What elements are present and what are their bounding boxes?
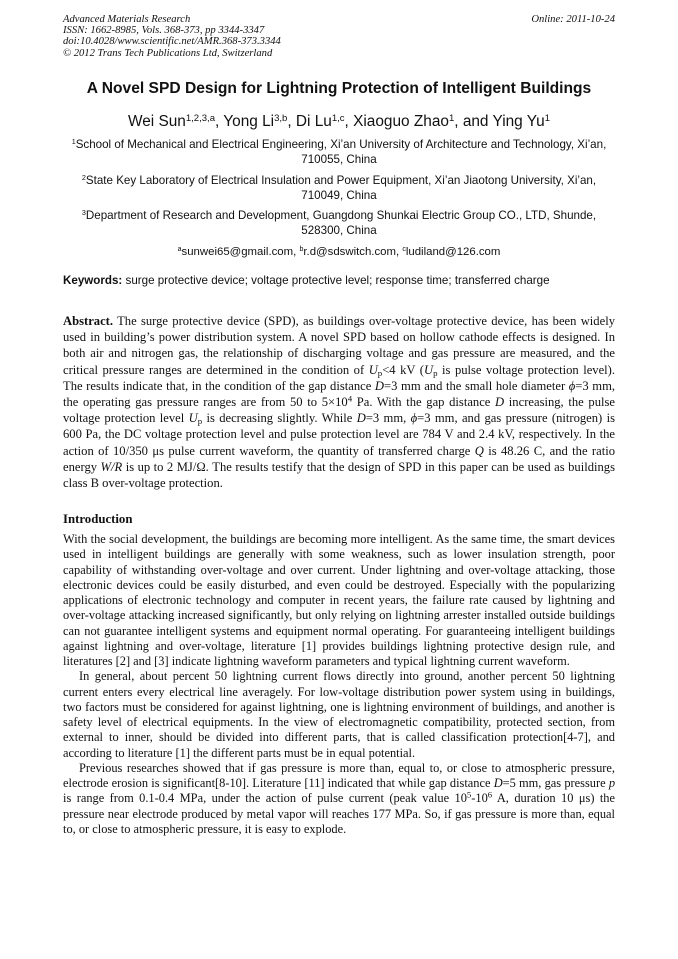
- paragraph: Previous researches showed that if gas pressure is more than, equal to, or close to atmospheric pressure, electrode erosion is significant[8-10]. Literature [11] indicated that while gap distance D=5 mm, gas pressure p is range from 0.1-0.4 MPa, under the action of pulse current (peak value $10^5-10^6$ A, duration 10 μs) the pressure near electrode produced by metal vapor will reaches 177 MPa. So, if gas pressure is more than, equal to, or close to atmospheric pressure, it is easy to explode.: [63, 760, 616, 836]
- introduction-body: [63, 532, 615, 837]
- journal-name: Advanced Materials Research: [63, 14, 191, 25]
- paragraph: With the social development, the buildings are becoming more intelligent. As the same time, the smart devices used in intelligent buildings are generally with some weakness, such as lower insulation strength, poor capability of withstanding over-voltage and over current. Under lightning and over-voltage attacking, those electronic devices could be easily disturbed, and even could be destroyed. Especially with the popularizing applications of electronic technology and computer in recent years, the failure rate caused by lightning and over-voltage attacking increased significantly, but only relying on lightning arrester installed outside buildings can not guarantee intelligent systems and equipment normal operating. For guaranteeing intelligent buildings against lightning and over-voltage, literature [1] provides buildings lightning protective design rule, and literatures [2] and [3] indicate lightning waveform parameters and typical lightning current waveform.: [63, 532, 615, 668]
- journal-header: [63, 14, 615, 59]
- affiliation-3: $^3$Department of Research and Development, Guangdong Shunkai Electric Group CO., LTD, Shunde, 528300, China: [81, 208, 597, 237]
- email[interactable]: $^b$r.d@sdswitch.com: [299, 246, 396, 258]
- keywords-label: Keywords:: [63, 274, 123, 287]
- online-date: Online: 2011-10-24: [531, 14, 615, 25]
- introduction-heading: Introduction: [63, 512, 133, 526]
- keywords-text: surge protective device; voltage protective level; response time; transferred charge: [125, 274, 550, 287]
- author: Di Lu$^{1,c}$,: [295, 112, 354, 130]
- author: Wei Sun$^{1,2,3,a}$,: [127, 112, 224, 130]
- email[interactable]: $^a$sunwei65@gmail.com: [177, 246, 294, 258]
- email[interactable]: $^c$ludiland@126.com: [402, 246, 501, 258]
- author: Ying Yu$^1$: [492, 112, 551, 130]
- issn-line: ISSN: 1662-8985, Vols. 368-373, pp 3344-3347: [63, 25, 265, 37]
- doi-line: doi:10.4028/www.scientific.net/AMR.368-373.3344: [63, 36, 281, 48]
- author-list: [40, 113, 638, 131]
- abstract-text: The surge protective device (SPD), as buildings over-voltage protective device, has been widely used in building’s power distribution system. A novel SPD based on hollow cathode effects is designed. In both air and nitrogen gas, the relationship of discharging voltage and gas pressure are measured, and the critical pressure ranges are determined in the condition of $U_p<4$ kV ($U_p$ is pulse voltage protection level). The results indicate that, in the condition of the gap distance D=3 mm and the small hole diameter ϕ=3 mm, the operating gas pressure ranges are from 50 to $5\times 10^4$ Pa. With the gap distance D increasing, the pulse voltage protection level $U_p$ is decreasing slightly. While D=3 mm, ϕ=3 mm, and gas pressure (nitrogen) is 600 Pa, the DC voltage protection level and pulse protection level are 784 V and 2.4 kV, respectively. In the action of 10/350 μs pulse current waveform, the quantity of transferred charge Q is 48.26 C, and the ratio energy W/R is up to 2 MJ/Ω. The results testify that the design of SPD in this paper can be used as buildings class B over-voltage protection.: [63, 314, 616, 491]
- abstract-label: Abstract.: [63, 314, 114, 328]
- author: Yong Li$^{3,b}$,: [223, 112, 296, 130]
- author: Xiaoguo Zhao$^1$, and: [353, 112, 493, 130]
- paper-title: A Novel SPD Design for Lightning Protection of Intelligent Buildings: [86, 80, 592, 97]
- keywords: [63, 274, 615, 287]
- email-list: $^a$sunwei65@gmail.com, $^b$r.d@sdswitch.com, $^c$ludiland@126.com: [177, 246, 501, 258]
- affiliation-1: $^1$School of Mechanical and Electrical Engineering, Xi’an University of Architecture and Technology, Xi’an, 710055, China: [71, 137, 607, 166]
- copyright-line: © 2012 Trans Tech Publications Ltd, Switzerland: [63, 47, 273, 59]
- affiliation-2: $^2$State Key Laboratory of Electrical Insulation and Power Equipment, Xi’an Jiaotong University, Xi’an, 710049, China: [81, 173, 597, 202]
- paragraph: In general, about percent 50 lightning current flows directly into ground, another percent 50 lightning current enters every electrical line averagely. For low-voltage distribution power system using in buildings, two factors must be considered for against lightning, one is lightning environment of buildings, and another is safety level of electrical equipments. In the view of electromagnetic compatibility, protected section, from external to inner, should be divided into different parts, that is called classification protection[4-7], and according to literature [1] the different parts must be in equal potential.: [63, 669, 615, 760]
- abstract: [63, 313, 615, 491]
